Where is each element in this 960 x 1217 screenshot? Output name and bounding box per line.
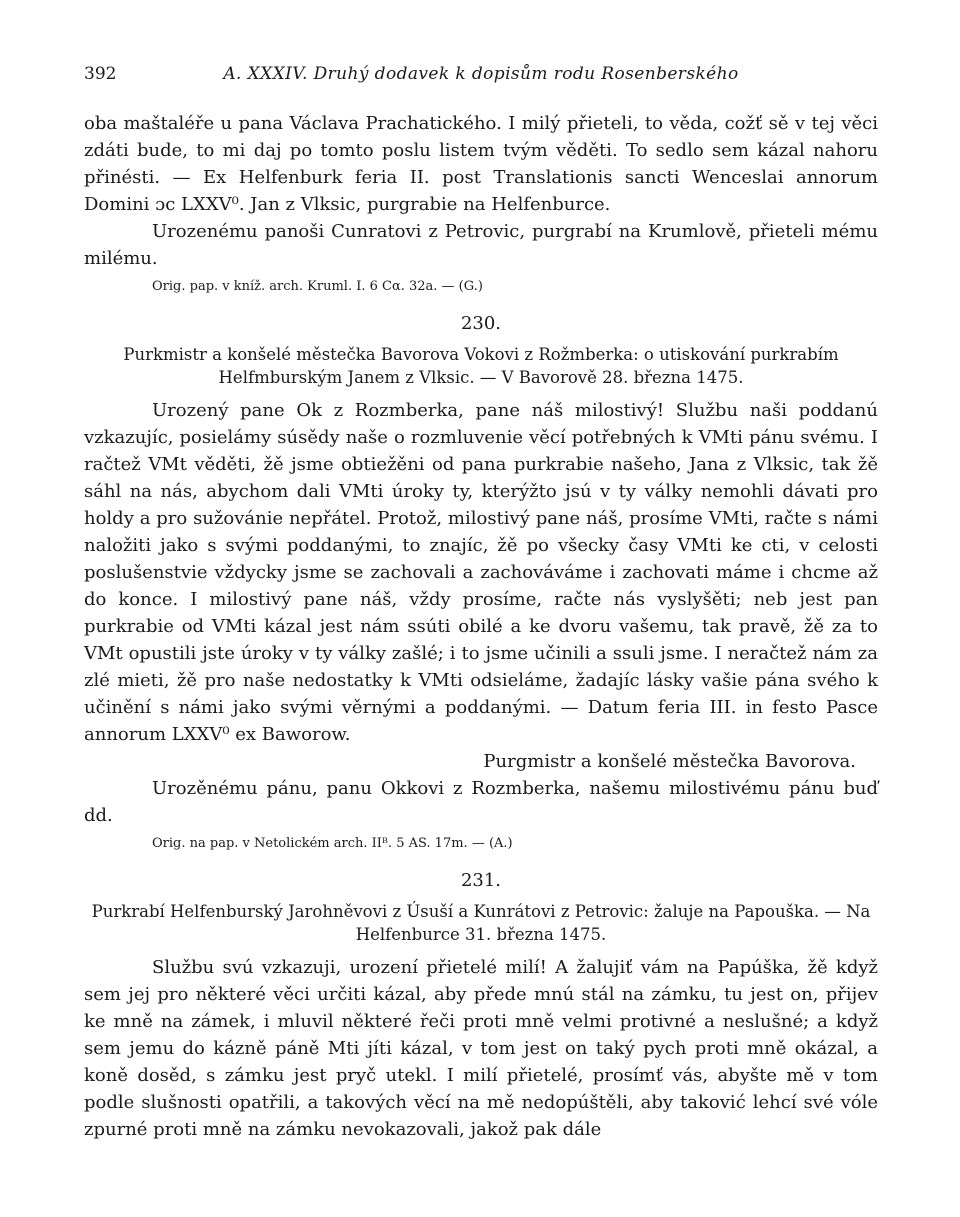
running-header [84, 58, 878, 90]
letter-number: 230. [460, 313, 502, 334]
letter-regest: Purkmistr a konšelé městečka Bavorova Vokovi z Rožmberka: o utiskování purkrabím Helfmburským Janem z Vlksic. — V Bavorově 28. března 1475. [123, 345, 839, 387]
letter-body: Urozený pane Ok z Rozmberka, pane náš milostivý! Službu naši poddanú vzkazujíc, posielámy súsědy naše o rozmluvenie věcí potřebných k VMti pánu svému. I račtež VMt věděti, žě jsme obtiežěni od pana purkrabie našeho, Jana z Vlksic, tak žě sáhl na nás, abychom dali VMti úroky ty, kterýžto jsú v ty války nemohli dávati pro holdy a pro sužovánie nepřátel. Protož, milostivý pane náš, prosíme VMti, račte s námi naložiti jako s svými poddanými, to znajíc, žě po všecky časy VMti ke cti, v celosti poslušenstvie vždycky jsme se zachovali a zachováváme i zachovati máme i chcme až do konce. I milostivý pane náš, vždy prosíme, račte nás vyslyšěti; neb jest pan purkrabie od VMti kázal jest nám ssúti obilé a ke dvoru vašemu, tak pravě, žě za to VMt opustili jste úroky v ty války zašlé; i to jsme učinili a ssuli jsme. I neračtež nám za zlé mieti, žě pro naše nedostatky k VMti odsieláme, žadajíc lásky vašie pána svého k učinění s námi jako svými věrnými a poddanými. — Datum feria III. in festo Pasce annorum LXXV⁰ ex Baworow. [84, 400, 878, 745]
source-note: Orig. pap. v kníž. arch. Kruml. I. 6 Cα. 32a. — (G.) [152, 279, 483, 294]
source-note: Orig. na pap. v Netolickém arch. IIᴮ. 5 AS. 17m. — (A.) [152, 836, 513, 851]
letter-address: Urozěnému pánu, panu Okkovi z Rozmberka, našemu milostivému pánu buď dd. [84, 778, 878, 826]
page-number: 392 [84, 64, 117, 84]
running-title: A. XXXIV. Druhý dodavek k dopisům rodu Rosenberského [223, 64, 739, 84]
letter-number: 231. [460, 870, 502, 891]
continuation-paragraph: oba maštaléře u pana Václava Prachatického. I milý přieteli, to věda, cožť sě v tej věci zdáti bude, to mi daj po tomto poslu listem tvým věděti. To sedlo sem kázal nahoru přinésti. — Ex Helfenburk feria II. post Translationis sancti Wenceslai annorum Domini ɔc LXXV⁰. Jan z Vlksic, purgrabie na Helfenburce. [84, 113, 878, 215]
continuation-address: Urozenému panoši Cunratovi z Petrovic, purgrabí na Krumlově, přieteli mému milému. [84, 221, 878, 269]
letter-regest: Purkrabí Helfenburský Jarohněvovi z Úsuší a Kunrátovi z Petrovic: žaluje na Papouška. — Na Helfenburce 31. března 1475. [91, 902, 871, 944]
letter-signature: Purgmistr a konšelé městečka Bavorova. [483, 751, 856, 772]
page [84, 58, 878, 1143]
letter-body: Službu svú vzkazuji, urození přietelé milí! A žalujiť vám na Papúška, žě když sem jej pro některé věci určiti kázal, aby přede mnú stál na zámku, tu jest on, přijev ke mně na zámek, i mluvil některé řeči proti mně velmi protivné a neslušné; a když sem jemu do kázně páně Mti jíti kázal, v tom jest on taký pych proti mně okázal, a koně dosěd, s zámku jest pryč utekl. I milí přietelé, prosímť vás, abyšte mě v tom podle slušnosti opatřili, a takových věcí na mě nedopúštěli, aby taković lehcí své vóle zpurné proti mně na zámku nevokazovali, jakož pak dále [84, 957, 878, 1140]
